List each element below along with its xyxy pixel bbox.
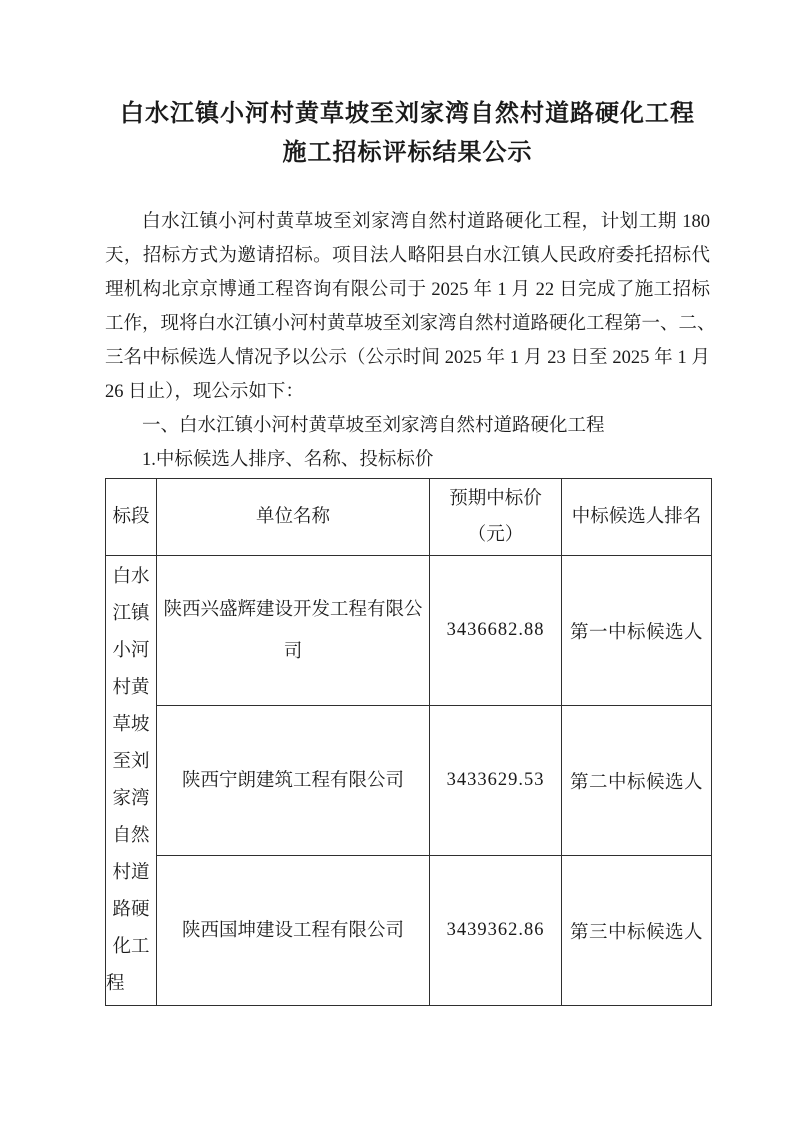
company-cell-1: 陕西兴盛辉建设开发工程有限公司	[157, 556, 430, 706]
section-heading: 一、白水江镇小河村黄草坡至刘家湾自然村道路硬化工程	[142, 416, 605, 436]
column-header-price	[430, 479, 562, 556]
body-line-6: 26 日止），现公示如下：	[105, 382, 304, 402]
table-row-second-candidate	[106, 706, 712, 856]
table-row-first-candidate	[106, 556, 712, 706]
column-header-price-line1: 预期中标价	[449, 489, 542, 509]
document-title-line2: 施工招标评标结果公示	[282, 140, 533, 166]
body-line-4: 工作，现将白水江镇小河村黄草坡至刘家湾自然村道路硬化工程第一、二、	[105, 314, 716, 334]
company-cell-2: 陕西宁朗建筑工程有限公司	[157, 706, 430, 856]
body-line-5: 三名中标候选人情况予以公示（公示时间 2025 年 1 月 23 日至 2025 年 1 月	[105, 348, 710, 368]
body-line-3: 理机构北京京博通工程咨询有限公司于 2025 年 1 月 22 日完成了施工招标	[105, 280, 710, 300]
column-header-rank: 中标候选人排名	[562, 479, 712, 556]
list-heading: 1.中标候选人排序、名称、投标标价	[142, 450, 434, 470]
rank-cell-1: 第一中标候选人	[562, 556, 712, 706]
price-cell-1: 3436682.88	[430, 556, 562, 706]
body-line-2: 天，招标方式为邀请招标。项目法人略阳县白水江镇人民政府委托招标代	[105, 246, 710, 266]
section-name-cell: 白水江镇小河村黄草坡至刘家湾自然村道路硬化工程	[106, 556, 157, 1006]
company-cell-3: 陕西国坤建设工程有限公司	[157, 856, 430, 1006]
body-line-1: 白水江镇小河村黄草坡至刘家湾自然村道路硬化工程，计划工期 180	[142, 212, 710, 232]
bid-result-table	[105, 478, 712, 1006]
notice-body-paragraph	[105, 205, 716, 409]
rank-cell-3: 第三中标候选人	[562, 856, 712, 1006]
column-header-company: 单位名称	[157, 479, 430, 556]
table-row-third-candidate	[106, 856, 712, 1006]
rank-cell-2: 第二中标候选人	[562, 706, 712, 856]
price-cell-3: 3439362.86	[430, 856, 562, 1006]
document-title	[105, 95, 710, 173]
document-title-line1: 白水江镇小河村黄草坡至刘家湾自然村道路硬化工程	[120, 101, 695, 127]
table-header-row	[106, 479, 712, 556]
column-header-section: 标段	[106, 479, 157, 556]
price-cell-2: 3433629.53	[430, 706, 562, 856]
column-header-price-line2: （元）	[467, 525, 524, 545]
